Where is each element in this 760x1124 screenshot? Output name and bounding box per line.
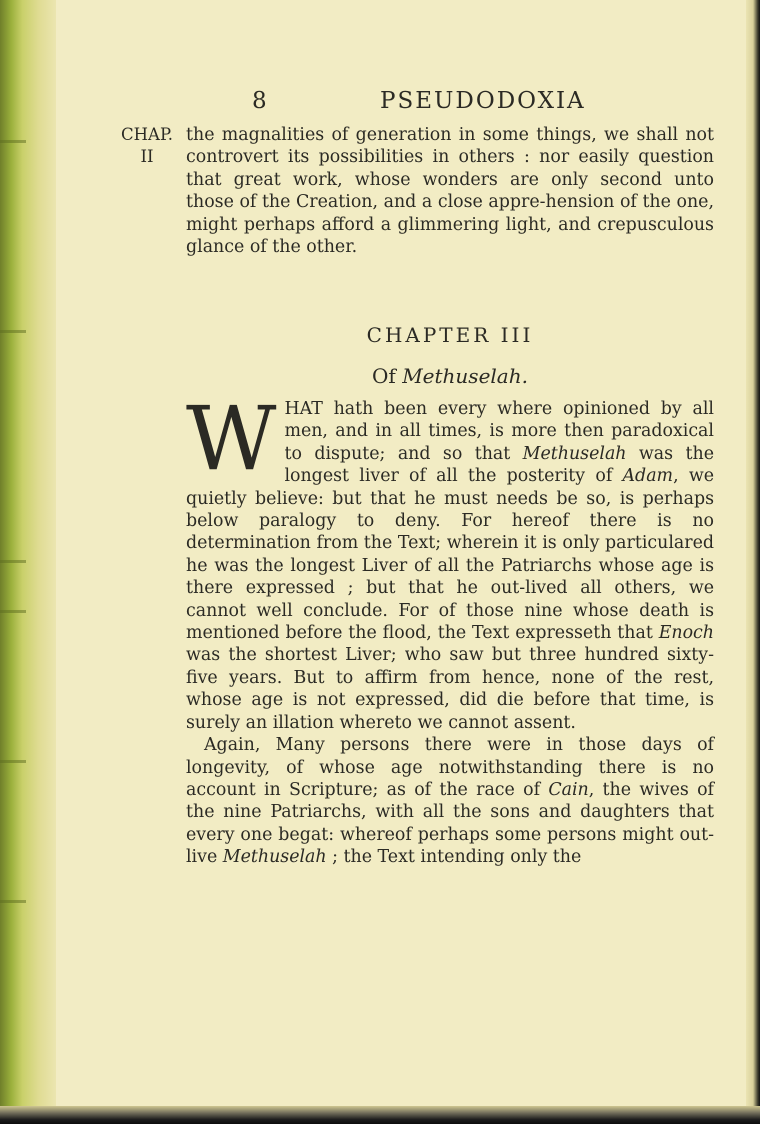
paragraph-2 bbox=[186, 734, 714, 868]
margin-note-number: II bbox=[140, 147, 154, 166]
intro-text bbox=[186, 124, 714, 258]
p2-name-cain: Cain bbox=[548, 779, 589, 800]
chapter-subtitle-name: Methuselah. bbox=[402, 364, 528, 388]
margin-note bbox=[119, 124, 175, 168]
p1-name-adam: Adam bbox=[622, 466, 674, 487]
p2-text-3: ; the Text intending only the bbox=[326, 847, 582, 868]
chapter-heading: CHAPTER III bbox=[366, 323, 534, 347]
p1-text-4: was the shortest Liver; who saw but three hundred sixty-five years. But to affirm from hence, none of the rest, whose age is not expressed, did die before that time, is surely an illation whereto we cannot assent. bbox=[186, 645, 714, 733]
chapter-subtitle bbox=[186, 364, 714, 388]
p2-text-2: , the wives of the nine Patriarchs, with all the sons and daughters that every one begat: whereof perhaps some persons might out-live bbox=[186, 779, 714, 868]
p1-name-enoch: Enoch bbox=[658, 623, 714, 644]
p1-text-3: , we quietly believe: but that he must needs be so, is perhaps below paralogy to deny. For hereof there is no determination from the Text; wherein it is only particulared he was the longest Liver of all the Patriarchs whose age is there expressed ; but that he out-lived all others, we cannot well conclude. For of those nine whose death is mentioned before the flood, the Text expresseth that bbox=[186, 466, 715, 644]
p1-text-1: HAT hath been every where opinioned by all men, and in all times, is more then paradoxical to dispute; and so that bbox=[284, 399, 714, 464]
page-number: 8 bbox=[252, 88, 268, 114]
chapter-body bbox=[186, 387, 715, 869]
p2-text-1: Again, Many persons there were in those days of longevity, of whose age notwithstanding there is no account in Scripture; as of the race of bbox=[186, 735, 714, 800]
page-right-edge bbox=[746, 0, 760, 1124]
p1-name-methuselah: Methuselah bbox=[522, 443, 627, 464]
p1-text-2: was the longest liver of all the posterity of bbox=[284, 443, 714, 487]
intro-paragraph: the magnalities of generation in some things, we shall not controvert its possibilities in others : nor easily question that great work, whose wonders are only second unto those of the Creation, and a close appre-hension of the one, might perhaps afford a glimmering light, and crepusculous glance of the other. bbox=[186, 125, 714, 258]
paragraph-1 bbox=[186, 387, 715, 734]
chapter-subtitle-prefix: Of bbox=[372, 364, 396, 388]
drop-cap: W bbox=[186, 387, 277, 490]
margin-note-chap: CHAP. bbox=[121, 125, 173, 144]
page-bottom-edge bbox=[0, 1106, 760, 1124]
running-title: PSEUDODOXIA bbox=[380, 88, 586, 114]
book-spine-edge bbox=[0, 0, 56, 1124]
p2-name-methuselah: Methuselah bbox=[222, 847, 327, 868]
page-header bbox=[56, 88, 746, 122]
